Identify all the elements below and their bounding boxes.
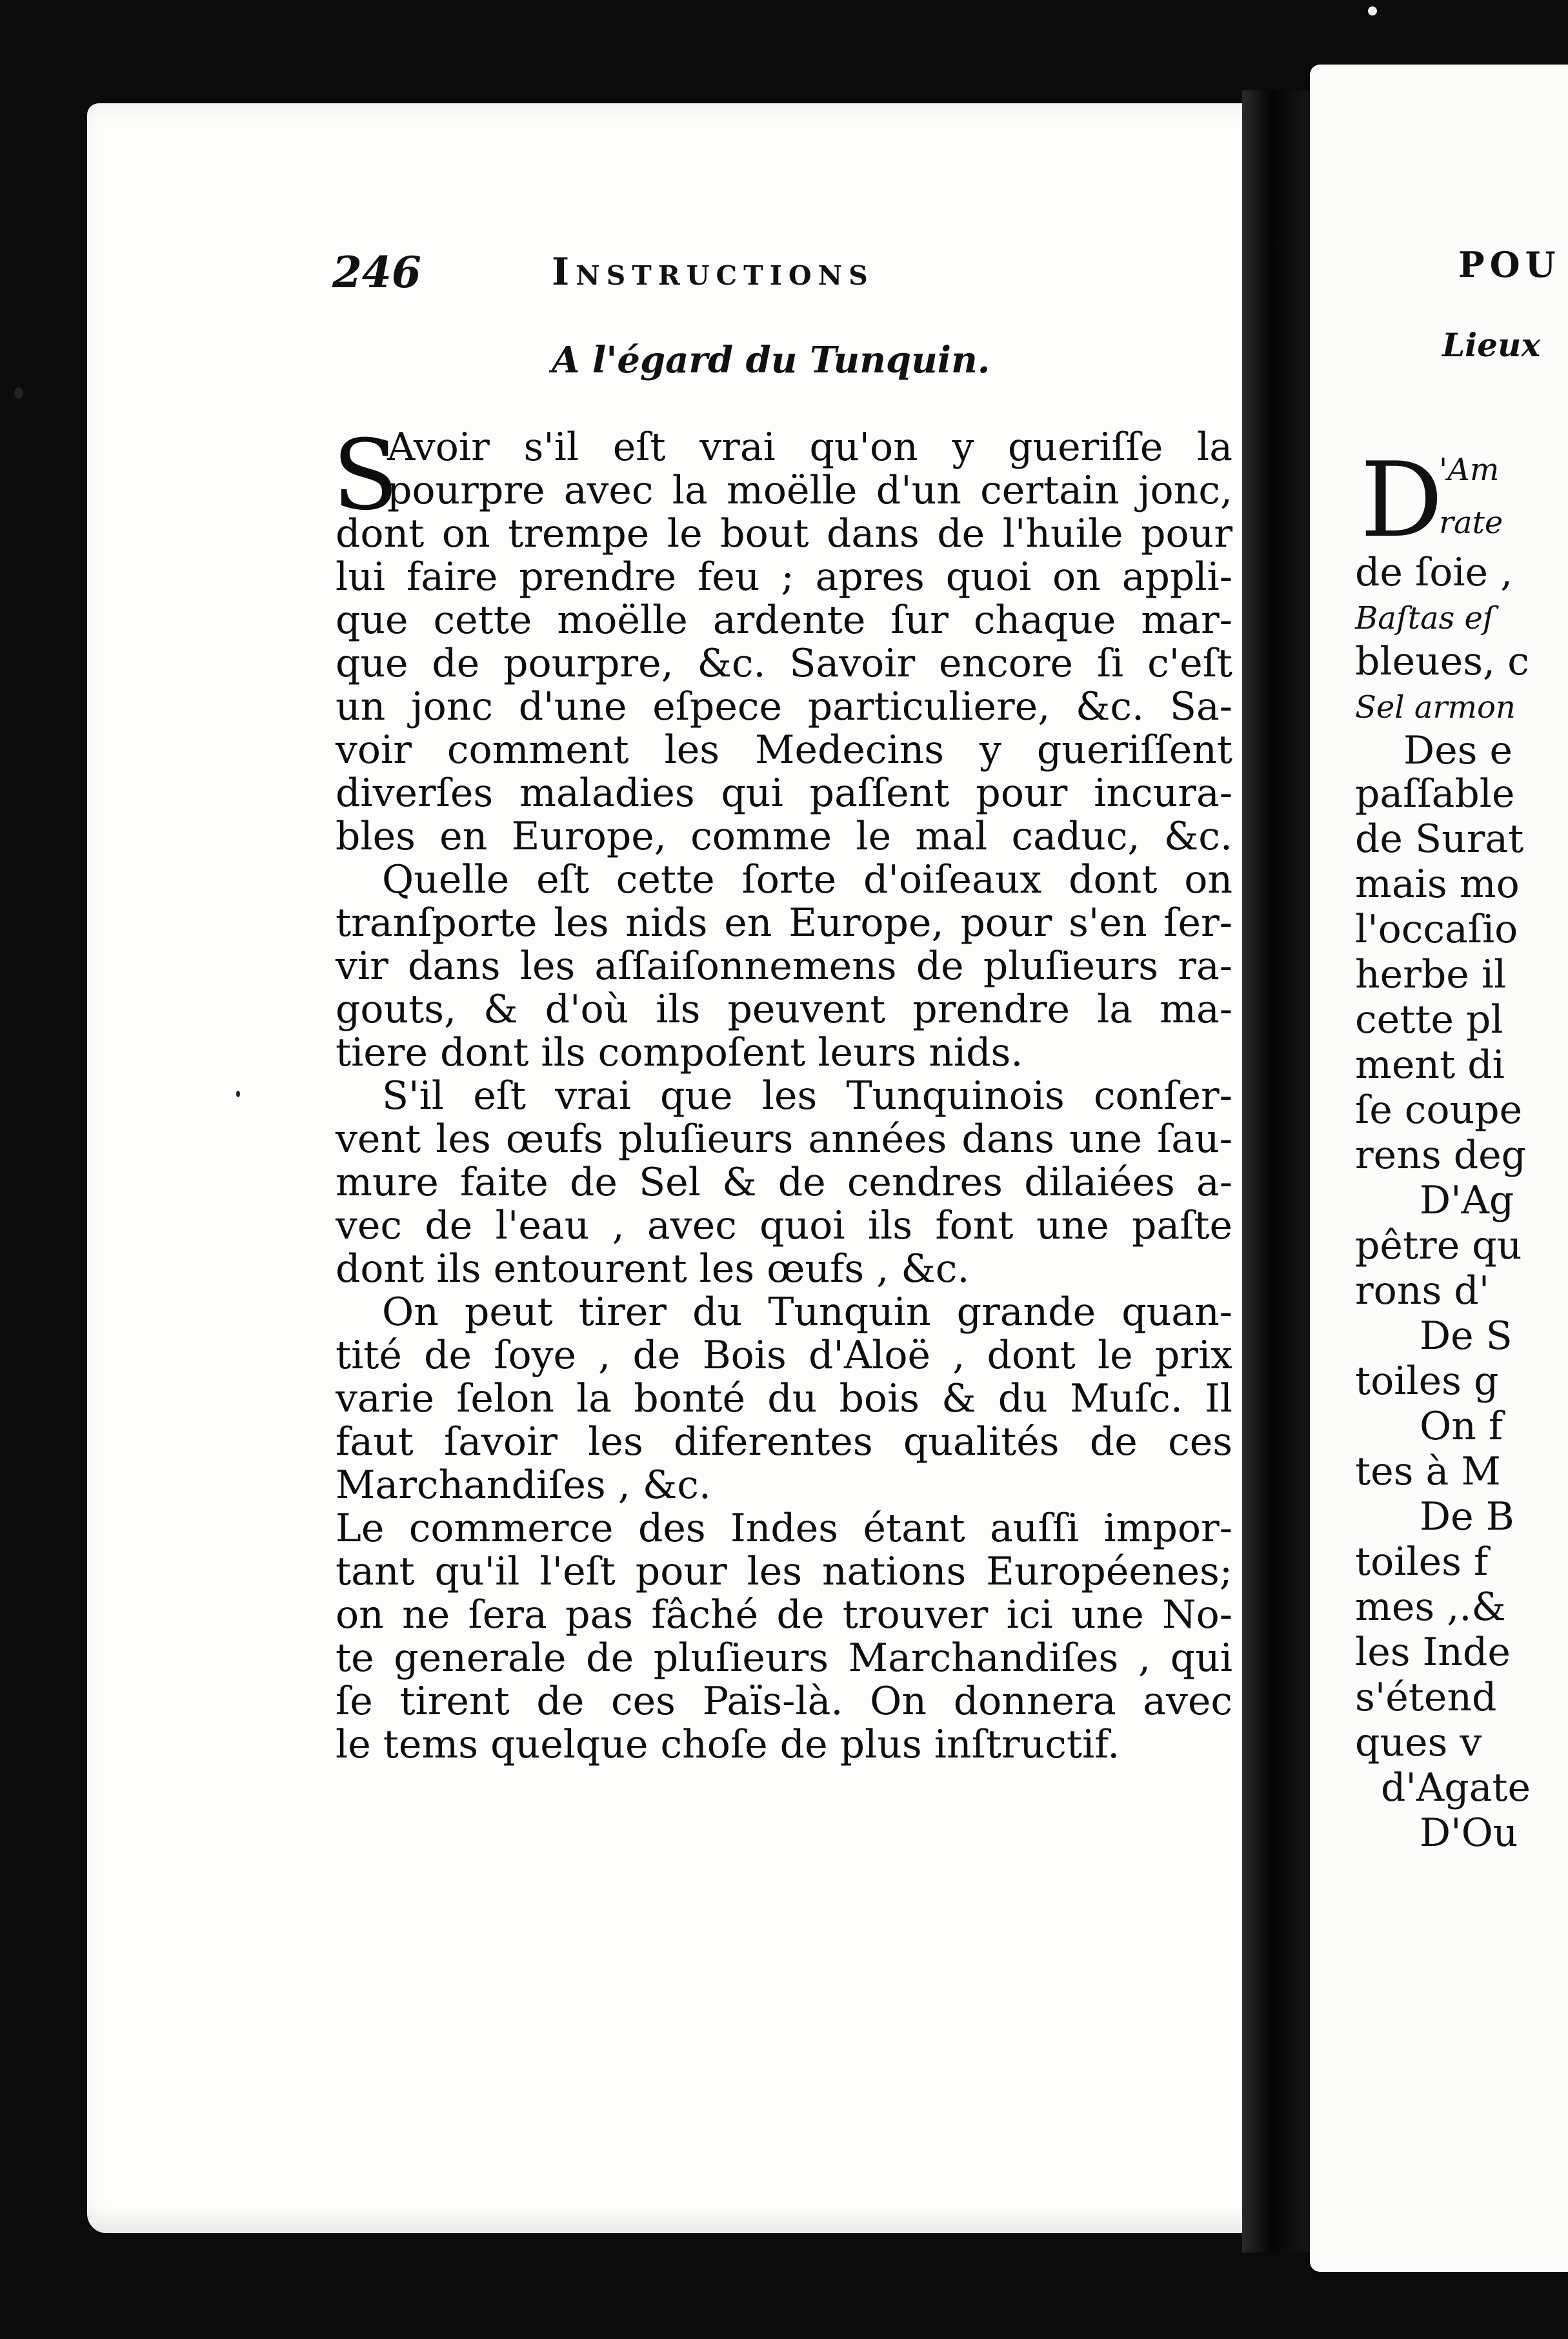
right-text-line: D'Ag bbox=[1420, 1178, 1514, 1223]
right-text-line: ment di bbox=[1355, 1042, 1505, 1088]
right-subhead: Lieux bbox=[1442, 326, 1541, 364]
text-line: gouts, & d'où ils peuvent prendre la ma- bbox=[336, 987, 1232, 1032]
section-title: A l'égard du Tunquin. bbox=[552, 339, 990, 381]
right-text-line: ſe coupe bbox=[1355, 1088, 1523, 1133]
right-text-line: s'étend bbox=[1355, 1675, 1497, 1720]
text-line: tité de ſoye , de Bois d'Aloë , dont le prix bbox=[336, 1333, 1232, 1378]
right-text-line: herbe il bbox=[1355, 952, 1507, 997]
text-line: Avoir s'il eſt vrai qu'on y gueriſſe la bbox=[387, 425, 1232, 470]
text-line: on ne ſera pas fâché de trouver ici une No- bbox=[336, 1592, 1232, 1637]
right-text-line: bleues, c bbox=[1355, 639, 1529, 684]
right-running-head: POU bbox=[1458, 244, 1561, 285]
right-text-line: mes ,.& bbox=[1355, 1585, 1506, 1630]
text-line: S'il eſt vrai que les Tunquinois conſer- bbox=[382, 1073, 1232, 1119]
right-text-line: pêtre qu bbox=[1355, 1223, 1522, 1268]
page-number: 246 bbox=[332, 247, 421, 298]
text-line: que de pourpre, &c. Savoir encore ſi c'eſt bbox=[336, 641, 1232, 686]
text-line: Marchandiſes , &c. bbox=[336, 1463, 711, 1508]
right-text-line: Des e bbox=[1403, 728, 1513, 773]
text-line: Quelle eſt cette ſorte d'oiſeaux dont on bbox=[382, 857, 1232, 902]
right-text-line: mais mo bbox=[1355, 862, 1520, 907]
right-text-line: rens deg bbox=[1355, 1133, 1527, 1178]
right-text-line: ques v bbox=[1355, 1720, 1482, 1765]
right-text-line: paſſable bbox=[1355, 771, 1515, 816]
text-line: dont ils entourent les œufs , &c. bbox=[336, 1246, 970, 1291]
text-line: vir dans les aſſaiſonnemens de pluſieurs ra- bbox=[336, 944, 1232, 989]
text-line: vec de l'eau , avec quoi ils font une paſte bbox=[336, 1203, 1232, 1248]
text-line: Le commerce des Indes étant auſſi impor- bbox=[336, 1506, 1232, 1551]
text-line: tranſporte les nids en Europe, pour s'en ſer- bbox=[336, 900, 1232, 946]
drop-cap: S bbox=[332, 420, 399, 532]
text-line: pourpre avec la moëlle d'un certain jonc, bbox=[387, 468, 1232, 513]
text-line: vent les œufs pluſieurs années dans une ſau- bbox=[336, 1117, 1232, 1162]
text-line: diverſes maladies qui paſſent pour incura- bbox=[336, 771, 1232, 816]
right-text-line: rons d' bbox=[1355, 1268, 1490, 1313]
right-text-line: toiles f bbox=[1355, 1539, 1489, 1585]
book-gutter bbox=[1242, 90, 1316, 2253]
text-line: ſe tirent de ces Païs-là. On donnera avec bbox=[336, 1679, 1232, 1724]
right-text-line: De B bbox=[1420, 1494, 1514, 1539]
right-text-line: tes à M bbox=[1355, 1449, 1501, 1494]
right-text-line: cette pl bbox=[1355, 997, 1503, 1042]
text-line: tant qu'il l'eſt pour les nations Européenes; bbox=[336, 1549, 1232, 1594]
right-text-line: De S bbox=[1420, 1313, 1513, 1359]
right-text-line: D'Ou bbox=[1420, 1810, 1518, 1856]
text-line: tiere dont ils compoſent leurs nids. bbox=[336, 1030, 1023, 1075]
text-line: varie ſelon la bonté du bois & du Muſc. Il bbox=[336, 1376, 1232, 1421]
right-text-line: Baſtas eſ bbox=[1355, 600, 1494, 636]
right-drop-cap: D bbox=[1360, 440, 1443, 560]
text-line: faut ſavoir les diferentes qualités de ces bbox=[336, 1419, 1232, 1464]
right-text-line: rate bbox=[1439, 505, 1503, 541]
right-text-line: de Surat bbox=[1355, 816, 1524, 862]
text-line: mure faite de Sel & de cendres dilaiées a- bbox=[336, 1160, 1232, 1205]
right-text-line: d'Agate bbox=[1381, 1765, 1531, 1810]
text-line: dont on trempe le bout dans de l'huile pour bbox=[336, 511, 1232, 556]
right-text-line: les Inde bbox=[1355, 1630, 1511, 1675]
right-text-line: 'Am bbox=[1439, 452, 1500, 488]
ink-speck bbox=[1368, 6, 1377, 15]
text-line: te generale de pluſieurs Marchandiſes , qui bbox=[336, 1635, 1232, 1681]
text-line: lui faire prendre feu ; apres quoi on appli- bbox=[336, 554, 1232, 600]
right-text-line: l'occaſio bbox=[1355, 907, 1518, 952]
text-line: que cette moëlle ardente ſur chaque mar- bbox=[336, 598, 1232, 643]
body-text bbox=[336, 426, 1232, 1767]
right-text-line: On f bbox=[1420, 1404, 1503, 1449]
text-line: voir comment les Medecins y gueriſſent bbox=[336, 727, 1232, 773]
page-header bbox=[332, 247, 978, 305]
running-head: Instructions bbox=[552, 250, 874, 294]
text-line: un jonc d'une eſpece particuliere, &c. Sa- bbox=[336, 684, 1232, 729]
text-line: bles en Europe, comme le mal caduc, &c. bbox=[336, 814, 1232, 859]
right-text-line: Sel armon bbox=[1355, 689, 1516, 725]
right-text-line: toiles g bbox=[1355, 1359, 1499, 1404]
text-line: le tems quelque choſe de plus inſtructif. bbox=[336, 1722, 1120, 1767]
ink-speck bbox=[236, 1091, 240, 1097]
right-text-line: de ſoie , bbox=[1355, 550, 1513, 595]
ink-speck bbox=[14, 387, 23, 399]
text-line: On peut tirer du Tunquin grande quan- bbox=[382, 1290, 1232, 1335]
